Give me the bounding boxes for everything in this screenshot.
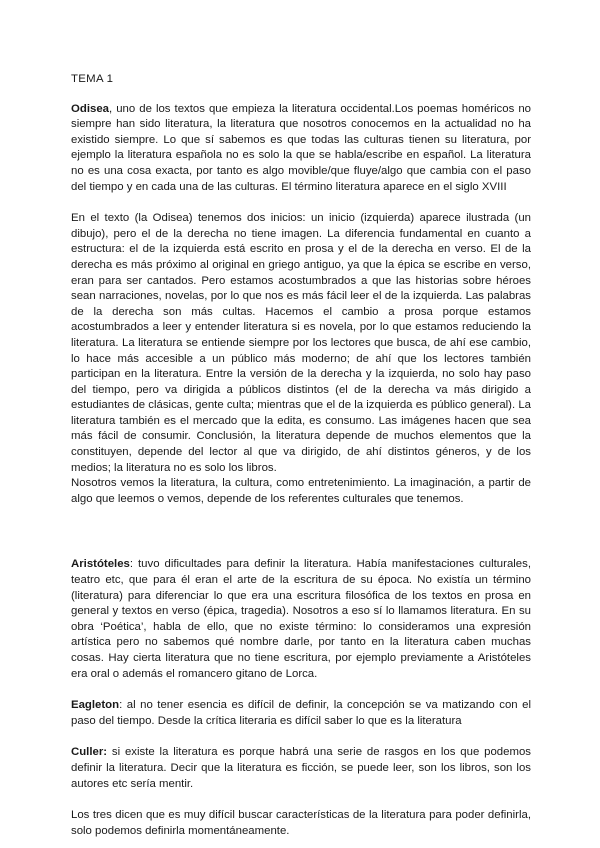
- page-title: TEMA 1: [71, 73, 114, 85]
- paragraph-conclusion: Los tres dicen que es muy difícil buscar características de la literatura para poder definirla, solo podemos definirla momentáneamente.: [71, 809, 531, 837]
- paragraph-odisea-text: , uno de los textos que empieza la literatura occidental.Los poemas homéricos no siempre han sido literatura, la literatura que nosotros conocemos en la actualidad no ha existido siempre. Lo que sí sabemos es que todas las culturas tienen su literatura, por ejemplo la literatura española no es solo la que se habla/escribe en español. La literatura no es una cosa exacta, por tanto es algo movible/que fluye/algo que cambia con el paso del tiempo y en cada una de las culturas. El término literatura aparece en el siglo XVIII: [71, 102, 531, 193]
- term-odisea: Odisea: [71, 102, 109, 115]
- paragraph-inicios: En el texto (la Odisea) tenemos dos inicios: un inicio (izquierda) aparece ilustrada (un dibujo), pero el de la derecha no tiene imagen. La diferencia fundamental en cuanto a estructura: el de la izquierda está escrito en prosa y el de la derecha en verso. El de la derecha es más próximo al original en griego antiguo, ya que la épica se escribe en verso, eran para ser cantados. Pero estamos acostumbrados a que las historias sobre héroes sean narraciones, novelas, por lo que nos es más fácil leer el de la izquierda. Las palabras de la derecha son más cultas. Hacemos el cambio a prosa porque estamos acostumbrados a leer y entender literatura si es novela, por lo que estamos reduciendo la literatura. La literatura se entiende siempre por los lectores que busca, de ahí ese cambio, lo hace más accesible a un público más moderno; de ahí que los lectores también participan en la literatura. Entre la versión de la derecha y la izquierda, no solo hay paso del tiempo, pero va dirigida a públicos distintos (el de la derecha va más dirigido a estudiantes de clásicas, gente culta; mientras que el de la izquierda es público general). La literatura también es el mercado que la edita, es consumo. Las imágenes hacen que sea más fácil de consumir. Conclusión, la literatura depende de muchos elementos que la constituyen, depende del lector al que va dirigido, de ahí distintos géneros, y de los medios; la literatura no es solo los libros.: [71, 212, 531, 474]
- paragraph-eagleton: [71, 698, 531, 729]
- paragraph-odisea: [71, 102, 531, 196]
- paragraph-aristoteles-text: : tuvo dificultades para definir la literatura. Había manifestaciones culturales, teatro etc, que para él eran el arte de la escritura de su época. No existía un término (literatura) para diferenciar lo que era una escritura filosófica de los textos en prosa en general y textos en verso (épica, tragedia). Nosotros a eso sí lo llamamos literatura. En su obra ‘Poética’, habla de ello, que no existe término: lo consideramos una expresión artística pero no sabemos qué nombre darle, por tanto en la literatura caben muchas cosas. Hay cierta literatura que no tiene escritura, por ejemplo previamente a Aristóteles era oral o además el romancero gitano de Lorca.: [71, 558, 531, 680]
- paragraph-culler-text: si existe la literatura es porque habrá una serie de rasgos en los que podemos definir la literatura. Decir que la literatura es ficción, se puede leer, son los libros, son los autores etc sería mentir.: [71, 746, 531, 790]
- term-aristoteles: Aristóteles: [71, 558, 130, 571]
- paragraph-nosotros: Nosotros vemos la literatura, la cultura, como entretenimiento. La imaginación, a partir de algo que leemos o vemos, depende de los referentes culturales que tenemos.: [71, 477, 531, 505]
- term-culler: Culler:: [71, 746, 108, 759]
- document-page: [71, 72, 531, 839]
- paragraph-eagleton-text: : al no tener esencia es difícil de definir, la concepción se va matizando con el paso del tiempo. Desde la crítica literaria es difícil saber lo que es la literatura: [71, 699, 531, 727]
- term-eagleton: Eagleton: [71, 699, 120, 712]
- paragraph-culler: [71, 745, 531, 792]
- paragraph-aristoteles: [71, 557, 531, 682]
